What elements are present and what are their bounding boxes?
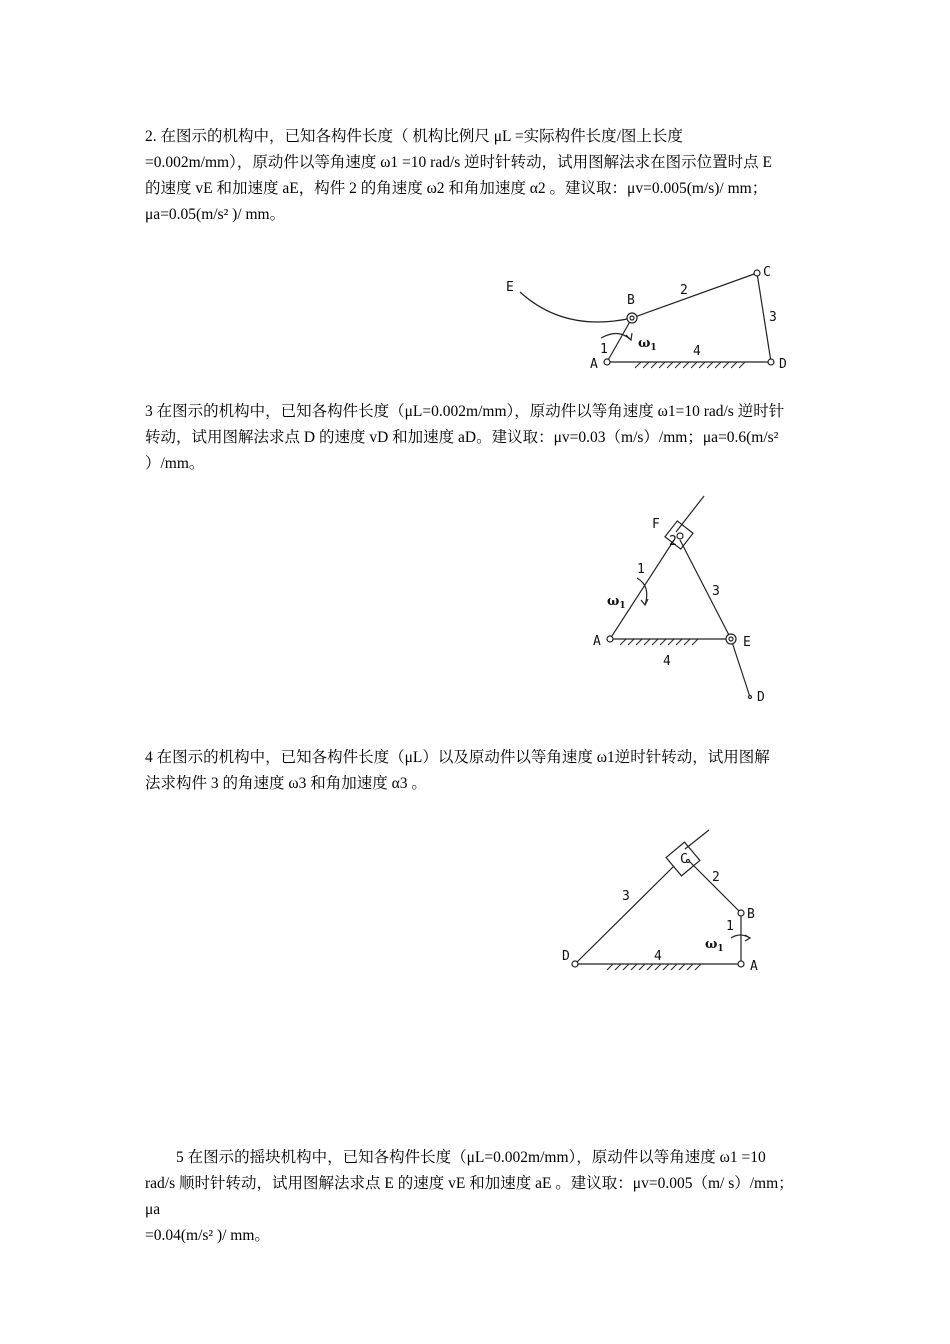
label-a: A bbox=[590, 357, 598, 372]
label-d: D bbox=[757, 690, 765, 705]
problem-2-line-1: 2. 在图示的机构中，已知各构件长度（ 机构比例尺 μL =实际构件长度/图上长度 bbox=[145, 128, 683, 145]
joint-a bbox=[607, 636, 613, 642]
label-link-4: 4 bbox=[663, 654, 671, 669]
label-link-2: 2 bbox=[669, 534, 677, 549]
label-link-1: 1 bbox=[726, 919, 734, 934]
problem-5-line-1: 5 在图示的摇块机构中，已知各构件长度（μL=0.002m/mm），原动件以等角速度 ω1 =10 bbox=[145, 1149, 766, 1166]
problem-4-line-1: 4 在图示的机构中，已知各构件长度（μL）以及原动件以等角速度 ω1逆时针转动，试用图解 bbox=[145, 749, 770, 766]
problem-3-line-2: 转动，试用图解法求点 D 的速度 vD 和加速度 aD。建议取：μv=0.03（m/s）/mm；μa=0.6(m/s² bbox=[145, 429, 779, 446]
label-d: D bbox=[562, 949, 570, 964]
label-link-2: 2 bbox=[680, 283, 688, 298]
label-link-4: 4 bbox=[693, 344, 701, 359]
problem-4-line-2: 法求构件 3 的角速度 ω3 和角加速度 α3 。 bbox=[145, 775, 427, 792]
label-f: F bbox=[652, 517, 660, 532]
link-1 bbox=[610, 540, 674, 639]
label-link-2: 2 bbox=[712, 870, 720, 885]
label-omega: $\omega_1$ bbox=[705, 937, 724, 954]
joint-a bbox=[604, 359, 610, 365]
label-e: E bbox=[743, 635, 751, 650]
joint-a bbox=[738, 961, 744, 967]
problem-2-line-4: μa=0.05(m/s² )/ mm。 bbox=[145, 206, 286, 223]
problem-4-text bbox=[145, 745, 807, 797]
point-d bbox=[749, 696, 752, 699]
label-a: A bbox=[750, 959, 758, 974]
joint-f bbox=[677, 533, 683, 539]
ground-hatch bbox=[635, 362, 745, 368]
ground-hatch bbox=[620, 639, 698, 645]
label-link-3: 3 bbox=[712, 584, 720, 599]
link-2 bbox=[632, 273, 757, 318]
guide-rod-upper bbox=[676, 496, 704, 532]
label-c: C bbox=[763, 265, 771, 280]
joint-b bbox=[738, 910, 744, 916]
omega-arrowhead bbox=[745, 935, 750, 941]
label-link-4: 4 bbox=[654, 949, 662, 964]
label-link-3: 3 bbox=[769, 310, 777, 325]
label-e: E bbox=[506, 280, 514, 295]
problem-3-figure bbox=[585, 490, 785, 715]
label-b: B bbox=[747, 907, 755, 922]
problem-5-text bbox=[145, 1145, 807, 1249]
label-d: D bbox=[779, 357, 787, 372]
problem-2-line-3: 的速度 vE 和加速度 aE，构件 2 的角速度 ω2 和角加速度 α2 。建议取：μv=0.005(m/s)/ mm； bbox=[145, 180, 768, 197]
label-link-1: 1 bbox=[600, 342, 608, 357]
label-link-1: 1 bbox=[637, 562, 645, 577]
omega-arrowhead bbox=[641, 599, 648, 605]
label-omega: $\omega_1$ bbox=[607, 594, 626, 611]
problem-3-line-3: ）/mm。 bbox=[145, 455, 205, 472]
problem-4-figure bbox=[555, 825, 780, 985]
problem-3-line-1: 3 在图示的机构中，已知各构件长度（μL=0.002m/mm），原动件以等角速度 ω1=10 rad/s 逆时针 bbox=[145, 403, 785, 420]
label-link-3: 3 bbox=[622, 889, 630, 904]
joint-c bbox=[754, 270, 760, 276]
problem-5-line-2: rad/s 顺时针转动，试用图解法求点 E 的速度 vE 和加速度 aE 。建议取：μv=0.005（m/ s）/mm；μa bbox=[145, 1175, 794, 1218]
label-b: B bbox=[627, 293, 635, 308]
problem-2-line-2: =0.002m/mm），原动件以等角速度 ω1 =10 rad/s 逆时针转动，试用图解法求在图示位置时点 E bbox=[145, 154, 773, 171]
problem-2-figure bbox=[495, 258, 805, 378]
trajectory-curve-e bbox=[520, 292, 632, 322]
problem-3-text bbox=[145, 399, 807, 477]
omega-arrow bbox=[601, 333, 631, 340]
joint-d bbox=[572, 961, 578, 967]
ground-hatch bbox=[607, 964, 701, 970]
link-2 bbox=[688, 860, 741, 913]
problem-2-text bbox=[145, 124, 807, 228]
problem-5-line-3: =0.04(m/s² )/ mm。 bbox=[145, 1227, 270, 1244]
label-omega: $\omega_1$ bbox=[638, 336, 657, 353]
link-1 bbox=[607, 318, 632, 362]
joint-d bbox=[768, 359, 774, 365]
label-c: C bbox=[680, 852, 688, 867]
label-a: A bbox=[593, 634, 601, 649]
link-3 bbox=[680, 540, 731, 639]
